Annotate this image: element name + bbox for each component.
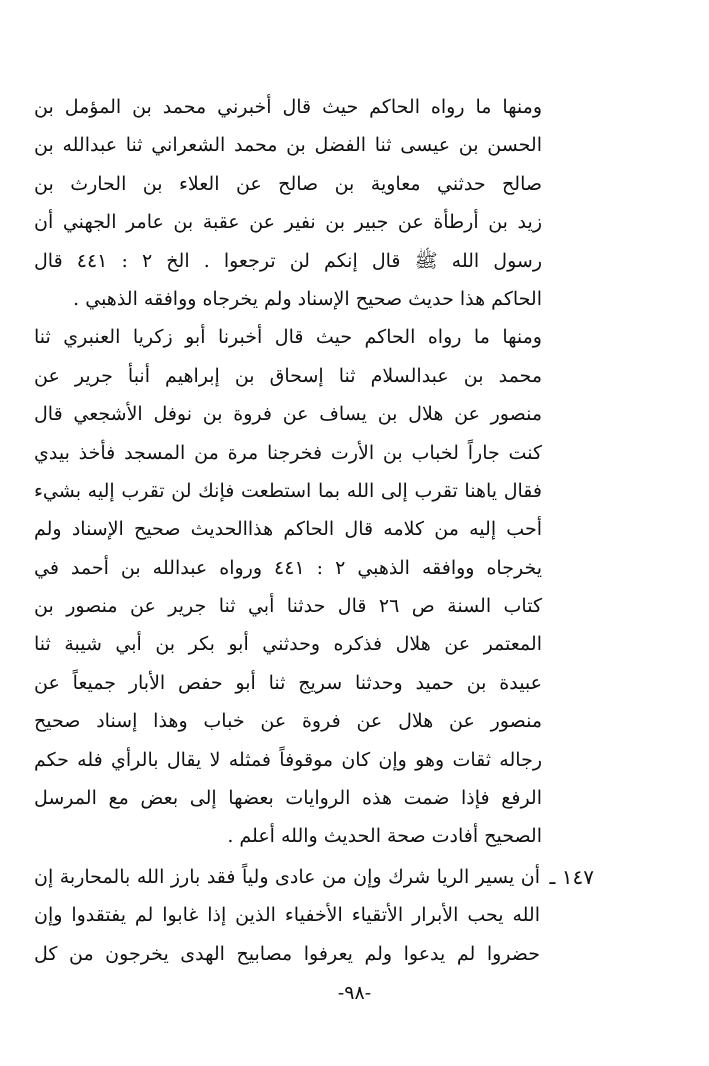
text-line: كتاب السنة ص ٢٦ قال حدثنا أبي ثنا جرير عن منصور بن <box>34 595 542 618</box>
text-line: الرفع فإذا ضمت هذه الروايات بعضها إلى بعض مع المرسل <box>34 787 542 810</box>
text-line: الصحيح أفادت صحة الحديث والله أعلم . <box>227 825 542 848</box>
text-line: كنت جاراً لخباب بن الأرت فخرجنا مرة من المسجد فأخذ بيدي <box>34 441 542 464</box>
page-number: -٩٨- <box>337 982 372 1004</box>
text-line: زيد بن أرطأة عن جبير بن نفير عن عقبة بن عامر الجهني أن <box>34 211 542 234</box>
text-line: منصور عن هلال بن يساف عن فروة بن نوفل الأشجعي قال <box>34 403 542 426</box>
text-line: أن يسير الريا شرك وإن من عادى ولياً فقد بارز الله بالمحاربة إن <box>34 866 540 888</box>
text-line: رسول الله ﷺ قال إنكم لن ترجعوا . الخ ٢ : ٤٤١ قال <box>34 249 542 272</box>
text-line: الحاكم هذا حديث صحيح الإسناد ولم يخرجاه ووافقه الذهبي . <box>73 287 542 310</box>
text-line: الله يحب الأبرار الأتقياء الأخفياء الذين إذا غابوا لم يفتقدوا وإن <box>34 904 540 927</box>
text-line: صالح حدثني معاوية بن صالح عن العلاء بن الحارث بن <box>34 172 542 195</box>
text-line: ومنها ما رواه الحاكم حيث قال أخبرني محمد بن المؤمل بن <box>34 96 542 118</box>
text-line: منصور عن هلال عن فروة عن خباب وهذا إسناد صحيح <box>34 710 542 733</box>
text-line: عبيدة بن حميد وحدثنا سريج ثنا أبو حفص الأبار جميعاً عن <box>34 671 542 694</box>
hadith-number: ١٤٧ ـ <box>549 865 594 889</box>
text-line: ومنها ما رواه الحاكم حيث قال أخبرنا أبو زكريا العنبري ثنا <box>34 326 542 349</box>
text-line: فقال ياهنا تقرب إلى الله بما استطعت فإنك لن تقرب إليه بشيء <box>34 479 542 502</box>
commentary-block <box>34 88 542 856</box>
text-line: الحسن بن عيسى ثنا الفضل بن محمد الشعراني ثنا عبدالله بن <box>34 134 542 157</box>
text-line: أحب إليه من كلامه قال الحاكم هذاالحديث صحيح الإسناد ولم <box>34 518 542 541</box>
text-line: رجاله ثقات وهو وإن كان موقوفاً فمثله لا يقال بالرأي فله حكم <box>34 748 542 771</box>
text-line: محمد بن عبدالسلام ثنا إسحاق بن إبراهيم أنبأ جرير عن <box>34 364 542 387</box>
text-line: يخرجاه ووافقه الذهبي ٢ : ٤٤١ ورواه عبدالله بن أحمد في <box>34 556 542 579</box>
text-line: حضروا لم يدعوا ولم يعرفوا مصابيح الهدى يخرجون من كل <box>34 942 540 965</box>
hadith-text <box>34 858 540 973</box>
text-line: المعتمر عن هلال فذكره وحدثني أبو بكر بن أبي شيبة ثنا <box>34 633 542 656</box>
